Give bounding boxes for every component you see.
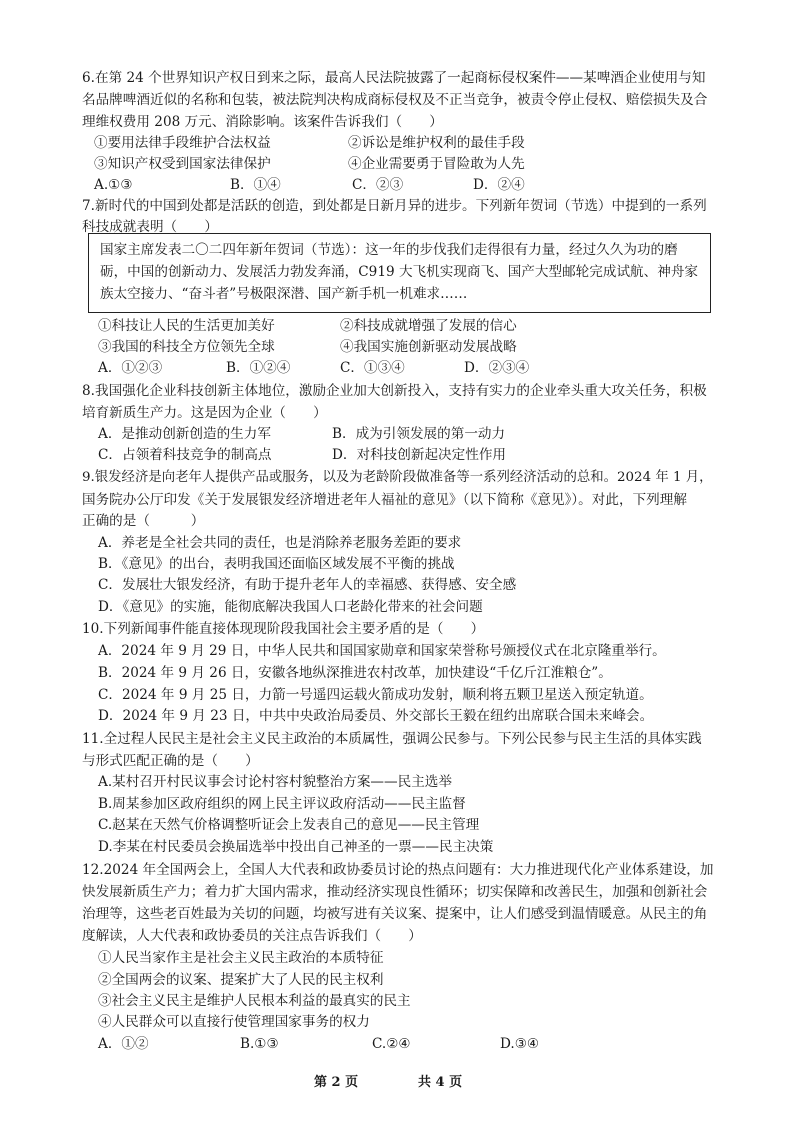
q9-stem-line-2: 国务院办公厅印发《关于发展银发经济增进老年人福祉的意见》（以下简称《意见》）。对此，下列理解 — [82, 492, 687, 508]
q9-choice-c[interactable]: C．发展壮大银发经济，有助于提升老年人的幸福感、获得感、安全感 — [98, 577, 517, 593]
q7-statement-2: ②科技成就增强了发展的信心 — [340, 318, 517, 334]
q9-choice-a[interactable]: A．养老是全社会共同的责任，也是消除养老服务差距的要求 — [98, 535, 462, 551]
q7-quote-line-3: 族太空接力、“奋斗者”号极限深潜、国产新手机一机难求…… — [100, 286, 468, 302]
q12-stem-line-4: 度解读，人大代表和政协委员的关注点告诉我们（ ） — [82, 928, 422, 944]
q7-quote-line-2: 砺，中国的创新动力、发展活力勃发奔涌，C919 大飞机实现商飞、国产大型邮轮完成试航、神舟家 — [100, 264, 699, 280]
q12-statement-1: ①人民当家作主是社会主义民主政治的本质特征 — [98, 950, 384, 966]
q7-statement-4: ④我国实施创新驱动发展战略 — [340, 339, 517, 355]
q12-statement-4: ④人民群众可以直接行使管理国家事务的权力 — [98, 1014, 370, 1030]
q6-statement-1: ①要用法律手段维护合法权益 — [94, 135, 271, 151]
q6-choice-a[interactable]: A.①③ — [94, 177, 133, 193]
q7-quote-line-1: 国家主席发表二〇二四年新年贺词（节选）：这一年的步伐我们走得很有力量，经过久久为功的磨 — [100, 242, 678, 258]
q6-statement-4: ④企业需要勇于冒险敢为人先 — [348, 156, 525, 172]
q8-stem-line-1: 8.我国强化企业科技创新主体地位，激励企业加大创新投入，支持有实力的企业牵头重大攻关任务，积极 — [82, 383, 707, 399]
q7-stem-line-2: 科技成就表明（ ） — [82, 219, 218, 235]
q11-stem-line-2: 与形式匹配正确的是（ ） — [82, 753, 259, 769]
q12-choice-c[interactable]: C.②④ — [372, 1036, 411, 1052]
q12-statement-2: ②全国两会的议案、提案扩大了人民的民主权利 — [98, 972, 384, 988]
q7-choice-c[interactable]: C．①③④ — [340, 360, 405, 376]
q10-stem-line-1: 10.下列新闻事件能直接体现现阶段我国社会主要矛盾的是（ ） — [82, 621, 485, 637]
q11-choice-c[interactable]: C.赵某在天然气价格调整听证会上发表自己的意见——民主管理 — [98, 817, 480, 833]
q11-choice-d[interactable]: D.李某在村民委员会换届选举中投出自己神圣的一票——民主决策 — [98, 839, 494, 855]
q8-stem-line-2: 培育新质生产力。这是因为企业（ ） — [82, 405, 327, 421]
q11-choice-a[interactable]: A.某村召开村民议事会讨论村容村貌整治方案——民主选举 — [98, 774, 452, 790]
page-total: 共 4 页 — [418, 1075, 463, 1090]
page-number: 第 2 页 — [314, 1075, 359, 1090]
q9-choice-b[interactable]: B．《意见》的出台，表明我国还面临区域发展不平衡的挑战 — [98, 556, 455, 572]
q10-choice-a[interactable]: A．2024 年 9 月 29 日，中华人民共和国国家勋章和国家荣誉称号颁授仪式在北京隆重举行。 — [98, 643, 666, 659]
q6-statement-2: ②诉讼是维护权利的最佳手段 — [348, 135, 525, 151]
q11-choice-b[interactable]: B.周某参加区政府组织的网上民主评议政府活动——民主监督 — [98, 796, 466, 812]
q7-choice-d[interactable]: D．②③④ — [464, 360, 530, 376]
q9-stem-line-3: 正确的是（ ） — [82, 513, 205, 529]
q12-choice-b[interactable]: B.①③ — [240, 1036, 279, 1052]
q7-choice-b[interactable]: B．①②④ — [226, 360, 291, 376]
q6-stem-line-3: 理维权费用 208 万元、消除影响。该案件告诉我们（ ） — [82, 114, 443, 130]
q6-choice-b[interactable]: B．①④ — [230, 177, 281, 193]
q12-stem-line-2: 快发展新质生产力；着力扩大国内需求，推动经济实现良性循环；切实保障和改善民生，加强和创新社会 — [82, 884, 708, 900]
q10-choice-c[interactable]: C．2024 年 9 月 25 日，力箭一号遥四运载火箭成功发射，顺利将五颗卫星送入预定轨道。 — [98, 687, 653, 703]
q12-stem-line-3: 治理等，这些老百姓最为关切的问题，均被写进有关议案、提案中，让人们感受到温情暖意。从民主的角 — [82, 906, 708, 922]
q12-statement-3: ③社会主义民主是维护人民根本利益的最真实的民主 — [98, 993, 411, 1009]
q6-statement-3: ③知识产权受到国家法律保护 — [94, 156, 271, 172]
q10-choice-d[interactable]: D．2024 年 9 月 23 日，中共中央政治局委员、外交部长王毅在纽约出席联合国未来峰会。 — [98, 708, 654, 724]
q8-choice-b[interactable]: B．成为引领发展的第一动力 — [332, 426, 506, 442]
q7-statement-1: ①科技让人民的生活更加美好 — [98, 318, 275, 334]
q7-stem-line-1: 7.新时代的中国到处都是活跃的创造，到处都是日新月异的进步。下列新年贺词（节选）中提到的一系列 — [82, 198, 707, 214]
q9-stem-line-1: 9.银发经济是向老年人提供产品或服务，以及为老龄阶段做准备等一系列经济活动的总和。2024 年 1 月， — [82, 470, 713, 485]
q6-choice-d[interactable]: D．②④ — [473, 177, 525, 193]
q7-choice-a[interactable]: A．①②③ — [98, 360, 163, 376]
q12-choice-d[interactable]: D.③④ — [500, 1036, 540, 1052]
q9-choice-d[interactable]: D．《意见》的实施，能彻底解决我国人口老龄化带来的社会问题 — [98, 599, 483, 615]
q6-stem-line-2: 名品牌啤酒近似的名称和包装，被法院判决构成商标侵权及不正当竞争，被责令停止侵权、赔偿损失及合 — [82, 92, 708, 108]
q6-choice-c[interactable]: C．②③ — [352, 177, 404, 193]
q8-choice-d[interactable]: D．对科技创新起决定性作用 — [332, 447, 507, 463]
q6-stem-line-1: 6.在第 24 个世界知识产权日到来之际，最高人民法院披露了一起商标侵权案件——某啤酒企业使用与知 — [82, 70, 706, 86]
q8-choice-a[interactable]: A．是推动创新创造的生力军 — [98, 426, 271, 442]
q8-choice-c[interactable]: C．占领着科技竞争的制高点 — [98, 447, 272, 463]
q11-stem-line-1: 11.全过程人民民主是社会主义民主政治的本质属性，强调公民参与。下列公民参与民主生活的具体实践 — [82, 731, 702, 747]
q7-statement-3: ③我国的科技全方位领先全球 — [98, 339, 275, 355]
q10-choice-b[interactable]: B．2024 年 9 月 26 日，安徽各地纵深推进农村改革，加快建设“千亿斤江淮粮仓”。 — [98, 665, 612, 681]
q12-choice-a[interactable]: A．①② — [98, 1036, 149, 1052]
q12-stem-line-1: 12.2024 年全国两会上，全国人大代表和政协委员讨论的热点问题有：大力推进现代化产业体系建设，加 — [82, 862, 714, 878]
